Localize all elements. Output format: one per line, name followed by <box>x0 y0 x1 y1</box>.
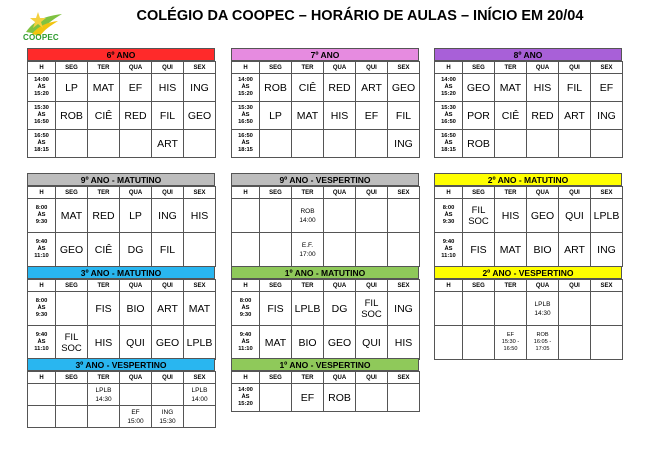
day-header: H <box>28 372 56 384</box>
day-header: QUA <box>120 187 152 199</box>
subject-cell: HIS <box>388 326 420 360</box>
table-row <box>435 199 623 233</box>
schedule-block <box>231 358 419 412</box>
subject-cell: ART <box>152 292 184 326</box>
subject-cell: HIS <box>527 74 559 102</box>
subject-cell <box>56 406 88 428</box>
time-slot: 16:50 ÀS 18:15 <box>232 130 260 158</box>
subject-cell <box>591 292 623 326</box>
subject-cell <box>56 384 88 406</box>
time-slot <box>232 199 260 233</box>
subject-cell <box>184 130 216 158</box>
schedule-block <box>231 173 419 267</box>
day-header: SEX <box>184 280 216 292</box>
subject-cell <box>559 292 591 326</box>
time-slot <box>232 233 260 267</box>
day-header: SEX <box>388 372 420 384</box>
subject-cell: E.F. 17:00 <box>292 233 324 267</box>
subject-cell: ROB <box>56 102 88 130</box>
table-row <box>232 292 420 326</box>
subject-cell: QUI <box>356 326 388 360</box>
table-row <box>28 74 216 102</box>
schedule-block <box>434 48 622 158</box>
subject-cell: ING <box>388 130 420 158</box>
day-header: TER <box>292 372 324 384</box>
day-header: H <box>232 62 260 74</box>
schedule-table <box>27 371 216 428</box>
day-header: H <box>435 62 463 74</box>
time-slot <box>28 406 56 428</box>
subject-cell: GEO <box>463 74 495 102</box>
subject-cell: MAT <box>495 74 527 102</box>
day-header: SEG <box>260 62 292 74</box>
day-header: QUA <box>324 187 356 199</box>
day-header: H <box>435 280 463 292</box>
day-header: QUI <box>356 372 388 384</box>
subject-cell: HIS <box>88 326 120 360</box>
schedule-table <box>434 61 623 158</box>
subject-cell: FIL SOC <box>463 199 495 233</box>
subject-cell: ING <box>184 74 216 102</box>
day-header-row <box>232 187 420 199</box>
subject-cell <box>152 384 184 406</box>
subject-cell: FIS <box>88 292 120 326</box>
day-header: H <box>232 372 260 384</box>
subject-cell <box>495 292 527 326</box>
schedule-table <box>231 61 420 158</box>
subject-cell: FIL SOC <box>356 292 388 326</box>
table-row <box>28 199 216 233</box>
time-slot: 15:30 ÀS 16:50 <box>28 102 56 130</box>
day-header: SEX <box>388 280 420 292</box>
schedule-block <box>27 48 215 158</box>
subject-cell: HIS <box>184 199 216 233</box>
schedule-block <box>27 266 215 360</box>
subject-cell: ING <box>591 102 623 130</box>
day-header: SEG <box>260 280 292 292</box>
schedule-table <box>434 279 623 360</box>
subject-cell <box>559 130 591 158</box>
table-row <box>435 102 623 130</box>
subject-cell: EF 15:00 <box>120 406 152 428</box>
table-row <box>232 233 420 267</box>
time-slot: 14:00 ÀS 15:20 <box>232 384 260 412</box>
day-header: SEG <box>463 280 495 292</box>
subject-cell: CIÊ <box>292 74 324 102</box>
subject-cell: LP <box>56 74 88 102</box>
subject-cell <box>591 130 623 158</box>
subject-cell: BIO <box>527 233 559 267</box>
subject-cell: POR <box>463 102 495 130</box>
schedule-block <box>434 173 622 267</box>
block-title: 7º ANO <box>231 48 419 61</box>
subject-cell: ING <box>388 292 420 326</box>
subject-cell: MAT <box>184 292 216 326</box>
subject-cell: FIL SOC <box>56 326 88 360</box>
table-row <box>232 199 420 233</box>
time-slot: 8:00 ÀS 9:30 <box>28 292 56 326</box>
subject-cell: MAT <box>495 233 527 267</box>
day-header-row <box>435 62 623 74</box>
block-title: 1º ANO - MATUTINO <box>231 266 419 279</box>
subject-cell: RED <box>324 74 356 102</box>
subject-cell <box>388 384 420 412</box>
day-header: QUA <box>324 280 356 292</box>
day-header: SEG <box>56 187 88 199</box>
day-header: H <box>28 280 56 292</box>
schedule-table <box>27 61 216 158</box>
subject-cell: RED <box>120 102 152 130</box>
subject-cell: FIS <box>260 292 292 326</box>
day-header: QUA <box>527 187 559 199</box>
table-row <box>28 326 216 360</box>
table-row <box>232 130 420 158</box>
day-header: QUI <box>152 187 184 199</box>
subject-cell: HIS <box>324 102 356 130</box>
subject-cell <box>324 130 356 158</box>
subject-cell: GEO <box>527 199 559 233</box>
subject-cell <box>292 130 324 158</box>
day-header: QUA <box>324 372 356 384</box>
subject-cell: DG <box>324 292 356 326</box>
subject-cell: MAT <box>88 74 120 102</box>
subject-cell: GEO <box>388 74 420 102</box>
subject-cell: ART <box>152 130 184 158</box>
subject-cell <box>356 233 388 267</box>
subject-cell <box>120 130 152 158</box>
subject-cell <box>356 199 388 233</box>
subject-cell: FIL <box>388 102 420 130</box>
time-slot: 9:40 ÀS 11:10 <box>28 326 56 360</box>
day-header-row <box>28 62 216 74</box>
subject-cell <box>388 233 420 267</box>
subject-cell: CIÊ <box>88 102 120 130</box>
day-header: SEX <box>184 187 216 199</box>
table-row <box>435 292 623 326</box>
day-header-row <box>28 280 216 292</box>
day-header: QUI <box>356 280 388 292</box>
time-slot <box>435 292 463 326</box>
subject-cell <box>184 233 216 267</box>
block-title: 1º ANO - VESPERTINO <box>231 358 419 371</box>
day-header: SEX <box>591 187 623 199</box>
subject-cell: MAT <box>292 102 324 130</box>
time-slot: 8:00 ÀS 9:30 <box>232 292 260 326</box>
block-title: 2º ANO - MATUTINO <box>434 173 622 186</box>
table-row <box>435 326 623 360</box>
time-slot: 16:50 ÀS 18:15 <box>28 130 56 158</box>
subject-cell: HIS <box>152 74 184 102</box>
subject-cell <box>591 326 623 360</box>
table-row <box>232 326 420 360</box>
subject-cell <box>260 130 292 158</box>
table-row <box>28 102 216 130</box>
subject-cell: GEO <box>184 102 216 130</box>
block-title: 3º ANO - MATUTINO <box>27 266 215 279</box>
day-header: TER <box>88 187 120 199</box>
time-slot: 8:00 ÀS 9:30 <box>435 199 463 233</box>
day-header: H <box>435 187 463 199</box>
subject-cell: ART <box>559 102 591 130</box>
day-header: QUA <box>120 280 152 292</box>
day-header: SEX <box>388 187 420 199</box>
table-row <box>28 384 216 406</box>
day-header-row <box>435 280 623 292</box>
subject-cell: ART <box>356 74 388 102</box>
subject-cell: LP <box>260 102 292 130</box>
schedule-block <box>27 173 215 267</box>
subject-cell <box>56 130 88 158</box>
subject-cell: EF <box>591 74 623 102</box>
subject-cell <box>388 199 420 233</box>
day-header: H <box>28 187 56 199</box>
table-row <box>435 130 623 158</box>
schedule-table <box>231 186 420 267</box>
subject-cell: FIL <box>152 102 184 130</box>
day-header: TER <box>292 280 324 292</box>
subject-cell: ROB 16:05 - 17:05 <box>527 326 559 360</box>
table-row <box>28 406 216 428</box>
subject-cell: LP <box>120 199 152 233</box>
subject-cell: LPLB <box>184 326 216 360</box>
subject-cell: CIÊ <box>88 233 120 267</box>
time-slot: 14:00 ÀS 15:20 <box>232 74 260 102</box>
day-header: QUI <box>152 62 184 74</box>
subject-cell <box>463 326 495 360</box>
subject-cell: QUI <box>559 199 591 233</box>
subject-cell <box>559 326 591 360</box>
day-header: TER <box>495 62 527 74</box>
day-header: TER <box>495 187 527 199</box>
day-header: H <box>28 62 56 74</box>
day-header: QUA <box>527 280 559 292</box>
day-header: SEG <box>56 62 88 74</box>
time-slot: 14:00 ÀS 15:20 <box>28 74 56 102</box>
time-slot <box>28 384 56 406</box>
time-slot: 9:40 ÀS 11:10 <box>232 326 260 360</box>
logo-text: COOPEC <box>23 33 59 42</box>
subject-cell: EF <box>356 102 388 130</box>
subject-cell: ART <box>559 233 591 267</box>
subject-cell: DG <box>120 233 152 267</box>
page-title: COLÉGIO DA COOPEC – HORÁRIO DE AULAS – INÍCIO EM 20/04 <box>136 8 584 24</box>
subject-cell: ING <box>591 233 623 267</box>
subject-cell: FIL <box>152 233 184 267</box>
day-header: QUI <box>356 187 388 199</box>
subject-cell: RED <box>88 199 120 233</box>
block-title: 3º ANO - VESPERTINO <box>27 358 215 371</box>
subject-cell: BIO <box>292 326 324 360</box>
subject-cell <box>356 130 388 158</box>
day-header: TER <box>292 187 324 199</box>
schedule-table <box>231 371 420 412</box>
table-row <box>232 102 420 130</box>
table-row <box>435 233 623 267</box>
subject-cell: ROB <box>260 74 292 102</box>
day-header: TER <box>88 280 120 292</box>
schedule-block <box>434 266 622 360</box>
block-title: 6º ANO <box>27 48 215 61</box>
block-title: 9º ANO - VESPERTINO <box>231 173 419 186</box>
day-header: TER <box>495 280 527 292</box>
subject-cell <box>120 384 152 406</box>
subject-cell <box>260 384 292 412</box>
subject-cell: GEO <box>152 326 184 360</box>
day-header: SEG <box>463 62 495 74</box>
subject-cell: ROB <box>463 130 495 158</box>
table-row <box>28 130 216 158</box>
subject-cell: QUI <box>120 326 152 360</box>
subject-cell: BIO <box>120 292 152 326</box>
day-header: SEG <box>56 280 88 292</box>
day-header: QUA <box>324 62 356 74</box>
day-header: SEG <box>56 372 88 384</box>
subject-cell: EF 15:30 - 16:50 <box>495 326 527 360</box>
day-header-row <box>435 187 623 199</box>
subject-cell: HIS <box>495 199 527 233</box>
schedule-table <box>434 186 623 267</box>
subject-cell <box>260 233 292 267</box>
schedule-block <box>231 266 419 360</box>
subject-cell <box>356 384 388 412</box>
day-header-row <box>232 372 420 384</box>
day-header: SEX <box>591 62 623 74</box>
table-row <box>232 74 420 102</box>
subject-cell: FIL <box>559 74 591 102</box>
day-header: H <box>232 187 260 199</box>
table-row <box>232 384 420 412</box>
subject-cell: LPLB <box>591 199 623 233</box>
subject-cell: RED <box>527 102 559 130</box>
day-header: SEX <box>591 280 623 292</box>
subject-cell: CIÊ <box>495 102 527 130</box>
subject-cell <box>56 292 88 326</box>
time-slot: 14:00 ÀS 15:20 <box>435 74 463 102</box>
day-header: SEG <box>260 187 292 199</box>
day-header: QUI <box>356 62 388 74</box>
subject-cell <box>184 406 216 428</box>
day-header-row <box>28 187 216 199</box>
subject-cell: EF <box>292 384 324 412</box>
day-header: SEX <box>388 62 420 74</box>
time-slot: 9:40 ÀS 11:10 <box>28 233 56 267</box>
day-header: SEX <box>184 372 216 384</box>
subject-cell: ROB 14:00 <box>292 199 324 233</box>
subject-cell <box>324 233 356 267</box>
day-header: QUI <box>152 372 184 384</box>
day-header: TER <box>88 372 120 384</box>
day-header: SEG <box>260 372 292 384</box>
subject-cell: ING 15:30 <box>152 406 184 428</box>
block-title: 2º ANO - VESPERTINO <box>434 266 622 279</box>
time-slot: 15:30 ÀS 16:50 <box>435 102 463 130</box>
day-header: QUI <box>152 280 184 292</box>
day-header: QUA <box>527 62 559 74</box>
schedule-table <box>27 186 216 267</box>
day-header: SEX <box>184 62 216 74</box>
subject-cell <box>324 199 356 233</box>
time-slot <box>435 326 463 360</box>
block-title: 8º ANO <box>434 48 622 61</box>
time-slot: 15:30 ÀS 16:50 <box>232 102 260 130</box>
subject-cell: EF <box>120 74 152 102</box>
day-header-row <box>28 372 216 384</box>
day-header-row <box>232 280 420 292</box>
day-header: QUA <box>120 62 152 74</box>
day-header: SEG <box>463 187 495 199</box>
subject-cell: GEO <box>56 233 88 267</box>
block-title: 9º ANO - MATUTINO <box>27 173 215 186</box>
day-header: H <box>232 280 260 292</box>
subject-cell: MAT <box>56 199 88 233</box>
subject-cell: GEO <box>324 326 356 360</box>
day-header: QUI <box>559 187 591 199</box>
subject-cell: ING <box>152 199 184 233</box>
subject-cell: LPLB 14:30 <box>527 292 559 326</box>
subject-cell <box>88 406 120 428</box>
schedule-block <box>27 358 215 428</box>
table-row <box>28 233 216 267</box>
schedule-table <box>231 279 420 360</box>
subject-cell: LPLB 14:00 <box>184 384 216 406</box>
table-row <box>28 292 216 326</box>
subject-cell <box>527 130 559 158</box>
subject-cell <box>88 130 120 158</box>
day-header: TER <box>88 62 120 74</box>
time-slot: 8:00 ÀS 9:30 <box>28 199 56 233</box>
subject-cell <box>495 130 527 158</box>
time-slot: 16:50 ÀS 18:15 <box>435 130 463 158</box>
subject-cell: LPLB <box>292 292 324 326</box>
day-header: QUA <box>120 372 152 384</box>
subject-cell <box>260 199 292 233</box>
day-header: TER <box>292 62 324 74</box>
day-header: QUI <box>559 280 591 292</box>
schedule-block <box>231 48 419 158</box>
subject-cell: MAT <box>260 326 292 360</box>
schedule-table <box>27 279 216 360</box>
day-header: QUI <box>559 62 591 74</box>
subject-cell: LPLB 14:30 <box>88 384 120 406</box>
subject-cell <box>463 292 495 326</box>
table-row <box>435 74 623 102</box>
day-header-row <box>232 62 420 74</box>
subject-cell: ROB <box>324 384 356 412</box>
time-slot: 9:40 ÀS 11:10 <box>435 233 463 267</box>
subject-cell: FIS <box>463 233 495 267</box>
